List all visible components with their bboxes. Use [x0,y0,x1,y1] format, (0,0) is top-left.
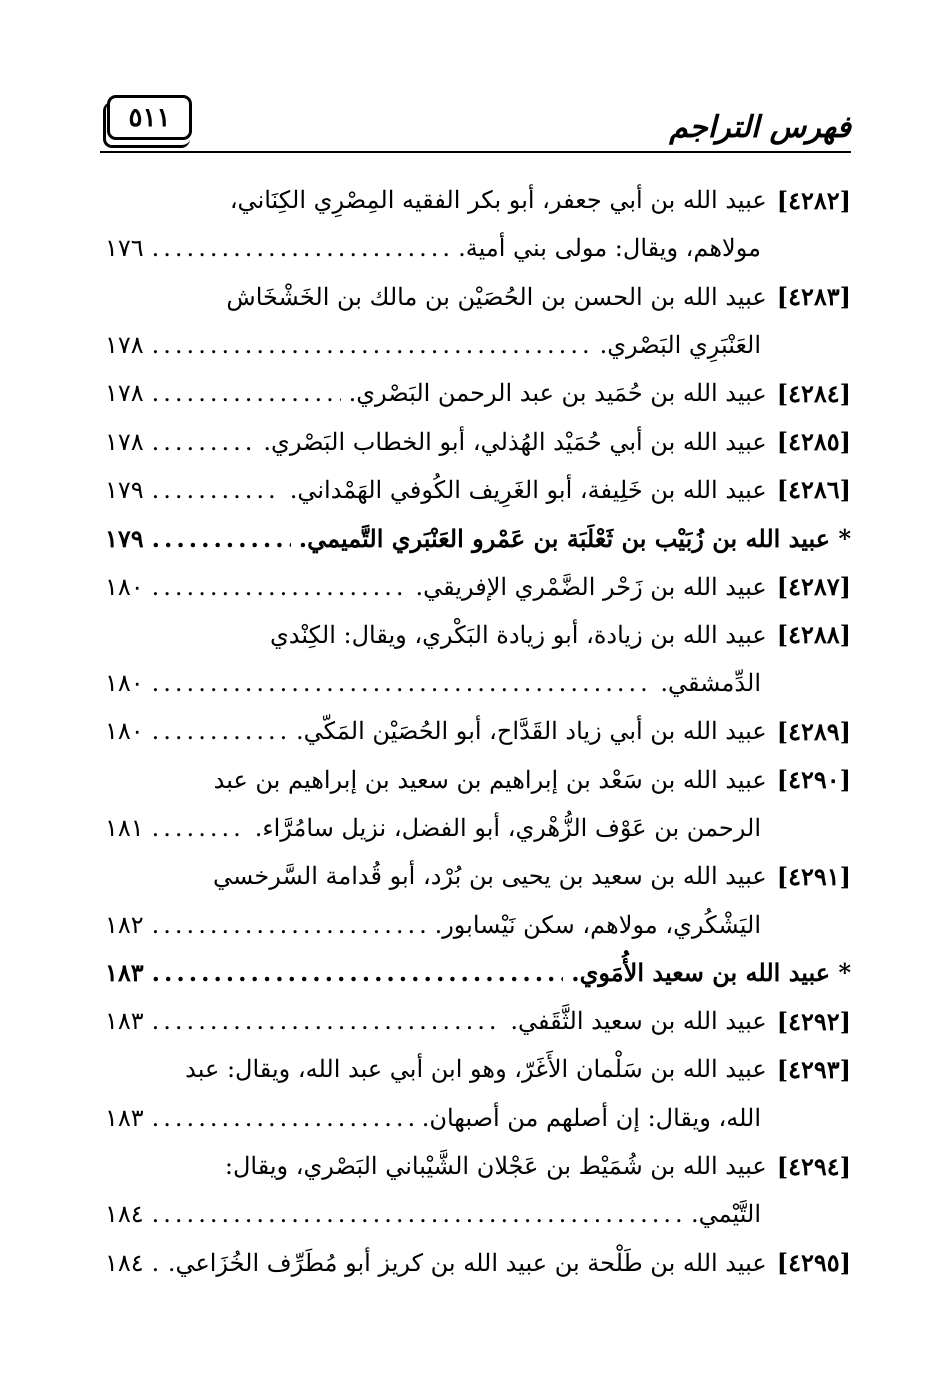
leader-dots [152,1249,160,1277]
index-entry-line [105,1190,851,1238]
entry-text: عبيد الله بن حُمَيد بن عبد الرحمن البَصْري. [348,379,767,408]
index-entry-line [105,466,851,514]
entry-number: [٤٢٨٦] [776,475,851,505]
entry-number: [٤٢٨٨] [776,620,851,650]
entry-page-number: ١٨٠ [105,572,144,601]
running-title: فهرس التراجم [669,110,851,145]
index-entry-line [105,611,851,659]
entry-text: عبيد الله بن زَحْر الضَّمْري الإفريقي. [415,572,767,601]
entry-page-number: ١٨٤ [105,1200,144,1229]
entry-page-number: ١٨٣ [105,958,144,988]
entry-text: اليَشْكُري، مولاهم، سكن نَيْسابور. [434,910,761,939]
entry-text: عبيد الله بن سَعْد بن إبراهيم بن سعيد بن إبراهيم بن عبد [213,765,767,794]
entry-text: عبيد الله بن سعيد بن يحيى بن بُرْد، أبو قُدامة السَّرخسي [212,862,767,891]
leader-dots [152,717,288,745]
entry-number: [٤٢٨٧] [776,572,851,602]
leader-dots [152,814,247,842]
index-entry-line [105,852,851,900]
entry-number: [٤٢٩٣] [776,1054,851,1084]
entry-number: [٤٢٩٠] [776,765,851,795]
leader-dots [152,1200,683,1228]
index-entry-line [105,756,851,804]
index-entry-line [105,369,851,417]
entry-page-number: ١٨٣ [105,1103,144,1132]
entry-page-number: ١٨٠ [105,717,144,746]
index-entry-line [105,997,851,1045]
entry-page-number: ١٨٢ [105,910,144,939]
entry-text: عبيد الله بن طَلْحة بن عبيد الله بن كريز أبو مُطَرِّف الخُزَاعي. [167,1248,767,1277]
page-number: ٥١١ [107,95,192,140]
entry-page-number: ١٧٩ [105,523,144,553]
header-rule [100,151,851,153]
entry-number: [٤٢٨٢] [776,185,851,215]
leader-dots [152,234,450,262]
index-entry-line [105,707,851,755]
leader-dots [152,379,341,407]
entry-text: التَّيْمي. [691,1200,761,1229]
entry-text: عبيد الله بن أبي جعفر، أبو بكر الفقيه المِصْرِي الكِنَاني، [229,186,767,215]
entry-page-number: ١٨٤ [105,1248,144,1277]
index-entry-line [105,1239,851,1287]
entry-text: عبيد الله بن أبي زياد القَدَّاح، أبو الحُصَيْن المَكّي. [296,717,767,746]
leader-dots [152,331,592,359]
entry-number: [٤٢٩٥] [776,1248,851,1278]
index-entry-line [105,1094,851,1142]
entry-text: * عبيد الله بن زُبَيْب بن ثَعْلَبَة بن عَمْرو العَنْبَري التَّميمي. [298,523,851,553]
entry-page-number: ١٨٣ [105,1007,144,1036]
entry-page-number: ١٧٩ [105,475,144,504]
entry-number: [٤٢٩٢] [776,1006,851,1036]
index-entry-line [105,176,851,224]
index-entry-line [105,273,851,321]
leader-dots [152,1007,503,1035]
leader-dots [152,476,282,504]
entry-text: مولاهم، ويقال: مولى بني أمية. [458,234,761,263]
index-entry-line [105,417,851,465]
index-entry-line [105,804,851,852]
index-list [105,176,851,1287]
entry-page-number: ١٨١ [105,814,144,842]
entry-text: عبيد الله بن أبي حُمَيْد الهُذلي، أبو الخطاب البَصْري. [263,427,767,456]
entry-text: الدِّمشقي. [660,669,761,698]
entry-text: الله، ويقال: إن أصلهم من أصبهان. [421,1103,761,1132]
leader-dots [152,958,564,987]
leader-dots [152,573,408,601]
entry-text: العَنْبَرِي البَصْري. [599,331,761,360]
entry-text: عبيد الله بن شُمَيْط بن عَجْلان الشَّيْباني البَصْري، ويقال: [224,1152,767,1181]
entry-text: عبيد الله بن خَلِيفة، أبو الغَرِيف الكُوفي الهَمْداني. [289,475,767,504]
index-entry-line [105,1045,851,1093]
entry-text: عبيد الله بن الحسن بن الحُصَيْن بن مالك بن الخَشْخَاش [226,282,767,311]
entry-page-number: ١٧٦ [105,234,144,263]
entry-number: [٤٢٩١] [776,861,851,891]
entry-number: [٤٢٨٥] [776,427,851,457]
index-entry-line [105,900,851,948]
leader-dots [152,428,256,456]
entry-page-number: ١٧٨ [105,427,144,456]
index-entry-line [105,224,851,272]
entry-number: [٤٢٨٣] [776,282,851,312]
entry-page-number: ١٧٨ [105,379,144,408]
entry-text: الرحمن بن عَوْف الزُّهْري، أبو الفضل، نزيل سامُرَّاء. [254,814,761,842]
entry-text: عبيد الله بن سعيد الثَّقَفي. [510,1007,767,1036]
index-entry-line [105,949,851,997]
leader-dots [152,669,653,697]
entry-text: عبيد الله بن زيادة، أبو زيادة البَكْري، ويقال: الكِنْدي [270,620,767,649]
index-entry-line [105,321,851,369]
entry-number: [٤٢٨٤] [776,378,851,408]
entry-number: [٤٢٩٤] [776,1151,851,1181]
entry-text: * عبيد الله بن سعيد الأُمَوي. [571,958,851,988]
entry-page-number: ١٧٨ [105,331,144,360]
entry-number: [٤٢٨٩] [776,716,851,746]
leader-dots [152,1104,414,1132]
entry-text: عبيد الله بن سَلْمان الأَغَرّ، وهو ابن أبي عبد الله، ويقال: عبد [185,1055,767,1084]
leader-dots [152,911,427,939]
index-entry-line [105,659,851,707]
entry-page-number: ١٨٠ [105,669,144,698]
index-entry-line [105,562,851,610]
index-entry-line [105,514,851,562]
index-entry-line [105,1142,851,1190]
leader-dots [152,524,291,553]
